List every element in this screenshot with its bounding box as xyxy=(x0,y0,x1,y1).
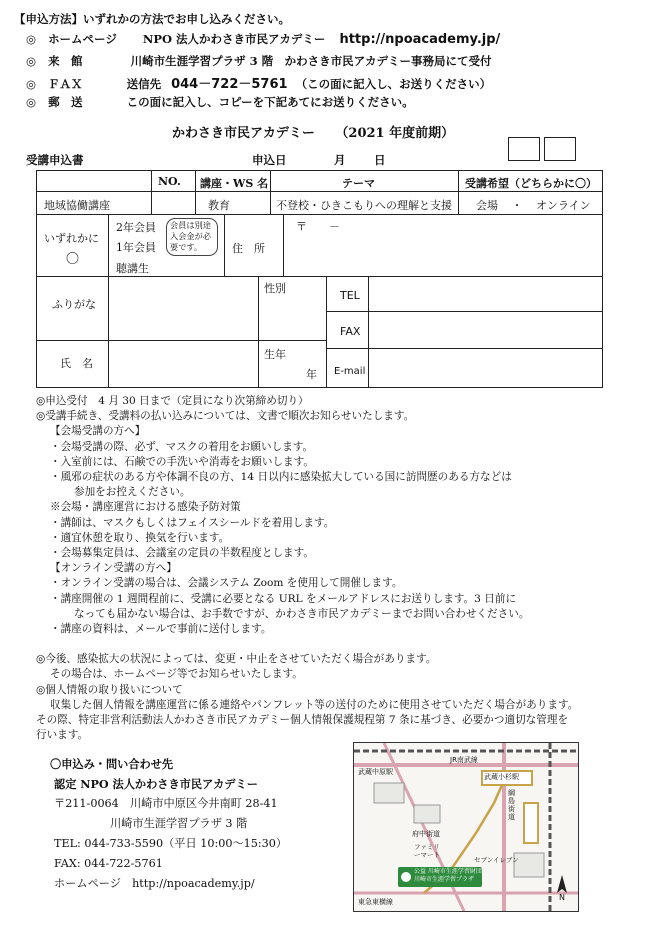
map-station-a: 武蔵小杉駅 xyxy=(484,773,519,781)
method-mail: ◎ 郵 送 この面に記入し、コピーを下記あてにお送りください。 xyxy=(26,95,414,109)
note-ventilation: ・適宜休憩を取り、換気を行います。 xyxy=(50,531,230,544)
contact-web[interactable]: ホームページ http://npoacademy.jp/ xyxy=(54,877,255,890)
method-visit-text: 川崎市生涯学習プラザ 3 階 かわさき市民アカデミー事務局にて受付 xyxy=(130,54,492,68)
method-visit-label: 来 館 xyxy=(48,54,83,68)
document-title xyxy=(172,122,454,141)
col-theme: テーマ xyxy=(342,177,375,190)
col-preference: 受講希望（どちらかに〇） xyxy=(465,177,597,190)
map-poi-familymart: ファミリーマート xyxy=(414,843,440,859)
receipt-box-1[interactable] xyxy=(508,137,540,161)
note-procedure: ◎受講手続き、受講料の払い込みについては、文書で順次お知らせいたします。 xyxy=(36,410,415,423)
method-mail-label: 郵 送 xyxy=(48,95,83,109)
contact-building: 川崎市生涯学習プラザ 3 階 xyxy=(110,817,248,830)
date-label: 申込日 xyxy=(252,153,287,167)
date-month: 月 xyxy=(334,153,346,167)
map-destination: 公益 川崎市生涯学習財団 川崎市生涯学習プラザ xyxy=(414,868,482,883)
course-theme: 不登校・ひきこもりへの理解と支援 xyxy=(276,199,452,212)
note-symptoms: ・風邪の症状のある方や体調不良の方、14 日以内に感染拡大している国に訪問歴のある方などは xyxy=(50,471,512,484)
access-map xyxy=(353,742,579,912)
note-materials: ・講座の資料は、メールで事前に送付します。 xyxy=(50,623,272,636)
pref-venue[interactable]: 会場 xyxy=(476,199,498,212)
pref-online[interactable]: オンライン xyxy=(536,199,591,212)
email-label: E-mail xyxy=(334,366,366,377)
method-text: いずれかの方法でお申し込みください。 xyxy=(83,12,290,26)
furigana-field[interactable] xyxy=(112,280,254,336)
course-name: 教育 xyxy=(208,199,230,212)
receipt-box-2[interactable] xyxy=(544,137,576,161)
contact-org: 認定 NPO 法人かわさき市民アカデミー xyxy=(54,777,258,791)
preference-options[interactable]: 会場 ・ オンライン xyxy=(476,199,591,212)
name-field[interactable] xyxy=(112,344,254,384)
member-auditor[interactable]: 聴講生 xyxy=(116,262,149,275)
method-title: 【申込方法】 xyxy=(14,12,83,26)
note-privacy-2: その際、特定非営利活動法人かわさき市民アカデミー個人情報保護規程第 7 条に基づき、必要かつ適切な管理を xyxy=(36,714,569,727)
member-2year[interactable]: 2年会員 xyxy=(116,221,156,234)
email-field[interactable] xyxy=(372,352,600,384)
map-line-b: 東急東横線 xyxy=(358,898,393,906)
map-road-a: 府中街道 xyxy=(412,830,440,838)
method-visit: ◎ 来 館 川崎市生涯学習プラザ 3 階 かわさき市民アカデミー事務局にて受付 xyxy=(26,54,492,68)
map-poi-seven: セブンイレブン xyxy=(474,856,519,864)
contact-tel: TEL: 044-733-5590（平日 10:00～15:30） xyxy=(54,837,288,850)
map-road-b: 綱島街道 xyxy=(508,789,515,821)
note-symptoms-cont: 参加をお控えください。 xyxy=(74,486,191,499)
org-title: かわさき市民アカデミー xyxy=(172,126,315,141)
note-privacy-3: 行います。 xyxy=(36,729,89,742)
note-capacity: ・会場募集定員は、会議室の定員の半数程度とします。 xyxy=(50,547,314,560)
note-lecturer-mask: ・講師は、マスクもしくはフェイスシールドを着用します。 xyxy=(50,516,335,529)
tel-field[interactable] xyxy=(372,280,600,308)
contact-section xyxy=(50,754,287,894)
method-web: ◎ ホームページ NPO 法人かわさき市民アカデミー http://npoacademy.jp/ xyxy=(26,32,501,47)
fax-label: FAX xyxy=(340,325,361,338)
name-label: 氏 名 xyxy=(60,357,93,370)
note-deadline: ◎申込受付 4 月 30 日まで（定員になり次第締め切り） xyxy=(36,395,309,407)
tel-label: TEL xyxy=(340,289,360,302)
furigana-label: ふりがな xyxy=(52,298,96,311)
fax-field[interactable] xyxy=(372,315,600,345)
note-mask: ・会場受講の際、必ず、マスクの着用をお願いします。 xyxy=(50,440,314,453)
birth-label: 生年 xyxy=(264,348,286,361)
method-fax: ◎ ＦＡＸ 送信先 044－722－5761 （この面に記入し、お送りください） xyxy=(26,77,492,92)
method-web-label: ホームページ xyxy=(48,32,117,46)
form-title: 受講申込書 xyxy=(26,153,84,167)
method-web-org: NPO 法人かわさき市民アカデミー xyxy=(142,32,326,46)
note-changes: ◎今後、感染拡大の状況によっては、変更・中止をさせていただく場合があります。 xyxy=(36,653,437,666)
method-mail-text: この面に記入し、コピーを下記あてにお送りください。 xyxy=(126,95,414,109)
address-field[interactable] xyxy=(290,232,596,272)
method-fax-label: ＦＡＸ xyxy=(48,77,83,91)
member-fee-note: 会員は別途入会金が必要です。 xyxy=(166,218,218,256)
method-fax-dest: 送信先 xyxy=(126,77,162,91)
date-day: 日 xyxy=(374,153,386,167)
method-web-url[interactable]: http://npoacademy.jp/ xyxy=(339,32,501,47)
method-fax-note: （この面に記入し、お送りください） xyxy=(295,77,492,91)
term-label: （2021 年度前期） xyxy=(335,126,455,141)
member-select-label: いずれかに xyxy=(44,232,99,245)
col-no: NO. xyxy=(158,175,181,188)
member-select-circle: 〇 xyxy=(66,252,80,267)
note-zoom: ・オンライン受講の場合は、会議システム Zoom を使用して開催します。 xyxy=(50,577,403,590)
note-url: ・講座開催の 1 週間程前に、受講に必要となる URL をメールアドレスにお送りします。3 日前に xyxy=(50,592,517,605)
note-privacy-1: 収集した個人情報を講座運営に係る連絡やパンフレット等の送付のために使用させていただく場合があります。 xyxy=(50,698,579,711)
note-changes-cont: その場合は、ホームページ等でお知らせいたします。 xyxy=(50,668,303,681)
note-measures-heading: ※会場・講座運営における感染予防対策 xyxy=(50,501,241,514)
map-station-b: 武蔵中原駅 xyxy=(358,768,393,776)
birth-year-suffix: 年 xyxy=(306,368,317,381)
notes-section xyxy=(36,394,636,743)
method-fax-number: 044－722－5761 xyxy=(171,77,288,92)
note-online-heading: 【オンライン受講の方へ】 xyxy=(50,562,177,575)
contact-fax: FAX: 044-722-5761 xyxy=(54,857,163,870)
member-1year[interactable]: 1年会員 xyxy=(116,241,156,254)
note-privacy-heading: ◎個人情報の取り扱いについて xyxy=(36,683,183,696)
note-handwash: ・入室前には、石鹸での手洗いや消毒をお願いします。 xyxy=(50,455,314,468)
col-course: 講座・WS 名 xyxy=(200,177,269,190)
map-line-a: JR南武線 xyxy=(450,756,478,764)
postal-code-field[interactable]: 〒 － xyxy=(296,220,340,233)
course-category: 地域協働講座 xyxy=(44,199,110,212)
contact-heading: 〇申込み・問い合わせ先 xyxy=(50,757,174,771)
gender-label: 性別 xyxy=(264,282,286,295)
method-header xyxy=(14,11,290,27)
note-venue-heading: 【会場受講の方へ】 xyxy=(50,425,146,438)
contact-postal: 〒211-0064 川崎市中原区今井南町 28-41 xyxy=(54,797,278,810)
address-label: 住 所 xyxy=(232,242,265,255)
note-url-cont: なっても届かない場合は、お手数ですが、かわさき市民アカデミーまでお問い合わせください。 xyxy=(74,607,530,620)
gender-field[interactable] xyxy=(262,296,322,336)
north-icon: N xyxy=(559,893,565,902)
